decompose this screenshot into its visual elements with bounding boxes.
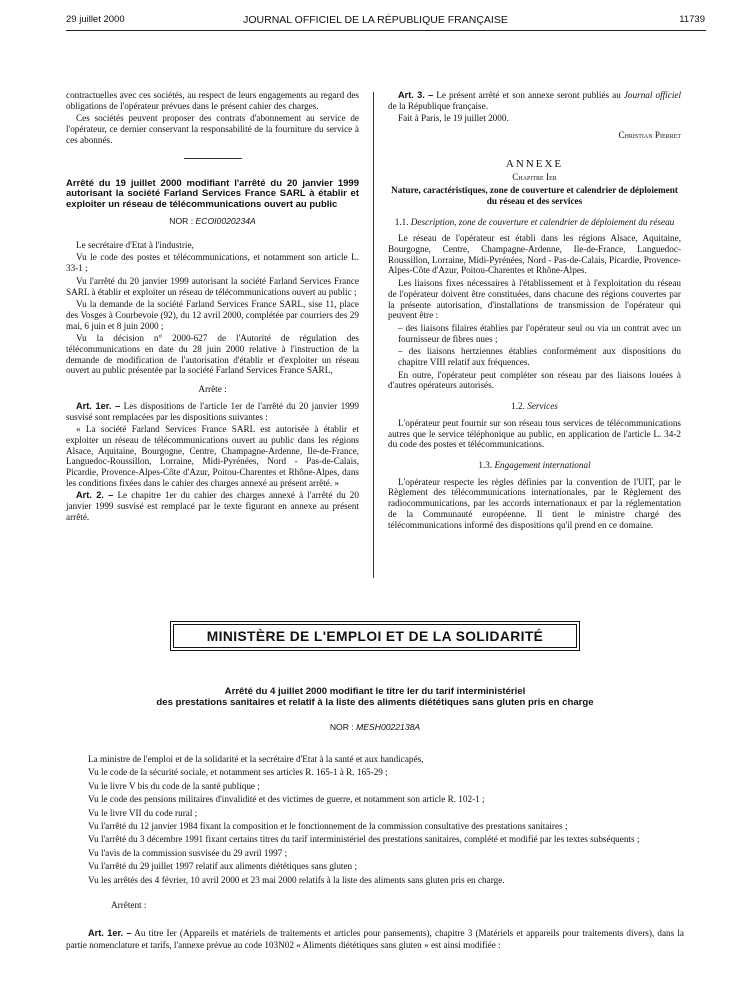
article-text: Le présent arrêté et son annexe seront publiés au	[433, 90, 624, 100]
annexe-heading: ANNEXE	[505, 157, 564, 170]
paragraph: L'opérateur respecte les règles définies par la convention de l'UIT, par le Règlement des télécommunications internationales, par le Règlement des radiocommunications, par les accords internationaux et par la réglementation de la Communauté européenne. Il tient le ministre chargé des télécommunications informé des dispositions qu'il prend en ce domaine.	[388, 476, 681, 530]
section-separator	[184, 158, 242, 159]
preamble-line: Vu la décision n° 2000-627 de l'Autorité de régulation des télécommunications en date du 28 juin 2000 relative à l'instruction de la demande de modification de l'autorisation d'établir et d'exploiter un réseau ouvert au public présentée par la société Farland Services France SARL,	[66, 333, 359, 376]
second-arrete-title	[66, 686, 684, 708]
arretent-word: Arrêtent :	[111, 900, 147, 911]
preamble-line: Vu l'arrêté du 20 janvier 1999 autorisant la société Farland Services France SARL à établir et exploiter un réseau de télécommunications ouvert au public ;	[66, 275, 359, 297]
header-page-number: 11739	[679, 14, 705, 25]
intro-paragraph: Ces sociétés peuvent proposer des contrats d'abonnement au service de l'opérateur, ce dernier conservant la responsabilité de la fourniture du service à ces abonnés.	[66, 113, 359, 145]
preamble-line: Vu la demande de la société Farland Services France SARL, sise 11, place des Vosges à Courbevoie (92), du 12 avril 2000, complétée par courriers des 29 mai, 6 juin et 8 juin 2000 ;	[66, 299, 359, 331]
header-rule	[66, 30, 706, 31]
section-number: 1.2.	[511, 401, 525, 412]
preamble-line: Vu le livre V bis du code de la santé publique ;	[88, 780, 260, 791]
title-line: Arrêté du 4 juillet 2000 modifiant le titre Ier du tarif interministériel	[224, 686, 526, 697]
preamble-line: Vu l'arrêté du 12 janvier 1984 fixant la composition et le fonctionnement de la commission consultative des prestations sanitaires ;	[88, 820, 568, 831]
ministry-heading: MINISTÈRE DE L'EMPLOI ET DE LA SOLIDARITÉ	[173, 624, 577, 648]
section-title-text: Engagement international	[494, 459, 591, 470]
list-item: – des liaisons filaires établies par l'opérateur seul ou via un contrat avec un fournisseur de fibres nues ;	[398, 322, 681, 344]
paragraph: En outre, l'opérateur peut compléter son réseau par des liaisons louées à d'autres opérateurs autorisés.	[388, 369, 681, 391]
article-text: Au titre Ier (Appareils et matériels de traitements et articles pour pansements), chapitre 3 (Matériels et appareils pour traitements divers), dans la partie nomenclature et tarifs, l'annexe prévue au code 103N02 « Aliments diététiques sans gluten » est ainsi modifiée :	[66, 927, 684, 951]
intro-paragraph: contractuelles avec ces sociétés, au respect de leurs engagements au regard des obligations de l'opérateur prévues dans le présent cahier des charges.	[66, 90, 359, 111]
list-item: – des liaisons hertziennes établies conformément aux dispositions du chapitre VIII relatif aux fréquences.	[398, 346, 681, 368]
preamble-line: Vu le code de la sécurité sociale, et notamment ses articles R. 165-1 à R. 165-29 ;	[88, 767, 388, 778]
right-column	[388, 90, 681, 532]
done-at: Fait à Paris, le 19 juillet 2000.	[398, 113, 509, 124]
section-number: 1.3.	[478, 459, 493, 470]
preamble-line: Vu le livre VII du code rural ;	[88, 807, 198, 818]
section-1-1-title	[388, 217, 681, 228]
nor-label: NOR :	[169, 216, 194, 227]
preamble-line: Vu le code des postes et télécommunications, et notamment son article L. 33-1 ;	[66, 252, 359, 274]
header-date: 29 juillet 2000	[66, 14, 125, 25]
arrete-title: Arrêté du 19 juillet 2000 modifiant l'arrêté du 20 janvier 1999 autorisant la société Farland Services France SARL à établir et exploiter un réseau de télécommunications ouvert au public	[66, 177, 359, 210]
paragraph: L'opérateur peut fournir sur son réseau tous services de télécommunications autres que le service téléphonique au public, en application de l'article L. 34-2 du code des postes et télécommunications.	[388, 417, 681, 450]
left-column	[66, 90, 359, 525]
article-text: Les dispositions de l'article 1er de l'arrêté du 20 janvier 1999 susvisé sont remplacées par les dispositions suivantes :	[66, 400, 359, 422]
article-label: Art. 1er. –	[88, 927, 132, 938]
article-text: de la République française.	[388, 100, 488, 111]
nor-reference	[66, 722, 684, 732]
section-1-2-title	[388, 401, 681, 412]
preamble-line: Vu l'arrêté du 3 décembre 1991 fixant certains titres du tarif interministériel des prestations sanitaires, complété et modifié par les textes subséquents ;	[88, 834, 640, 845]
preamble-line: Vu l'arrêté du 29 juillet 1997 relatif aux aliments diététiques sans gluten ;	[88, 861, 358, 872]
paragraph: Les liaisons fixes nécessaires à l'établissement et à l'exploitation du réseau de l'opérateur doivent être constituées, dans chacune des régions couvertes par la présente autorisation, d'installations de transmission de l'opérateur qui peuvent être :	[388, 278, 681, 321]
nor-code: MESH0022138A	[356, 722, 421, 732]
nor-code: ECOI0020234A	[195, 216, 256, 227]
article-1-quote: « La société Farland Services France SARL est autorisée à établir et exploiter un réseau de télécommunications ouvert au public dans les régions Alsace, Aquitaine, Bourgogne, Centre, Champagne-Ardenne, Ile-de-France, Languedoc-Roussillon, Lorraine, Midi-Pyrénées, Nord - Pas-de-Calais, Picardie, Provence-Alpes-Côte d'Azur, Poitou-Charentes et Rhône-Alpes, dans les conditions fixées dans le cahier des charges annexé au présent arrêté. »	[66, 424, 359, 488]
preamble-line: Vu le code des pensions militaires d'invalidité et des victimes de guerre, et notamment son article R. 102-1 ;	[88, 794, 485, 805]
article-1	[66, 401, 359, 422]
column-divider	[373, 92, 374, 578]
header-journal-title: JOURNAL OFFICIEL DE LA RÉPUBLIQUE FRANÇAISE	[243, 14, 508, 26]
section-number: 1.1.	[394, 216, 409, 227]
signature: Christian Pierret	[618, 130, 681, 141]
nor-label: NOR :	[329, 722, 354, 732]
article-label: Art. 1er. –	[76, 400, 121, 411]
preamble-line: La ministre de l'emploi et de la solidarité et la secrétaire d'Etat à la santé et aux handicapés,	[88, 754, 424, 764]
section-1-3-title	[388, 460, 681, 471]
section-title-text: Description, zone de couverture et calendrier de déploiement du réseau	[410, 216, 675, 227]
preamble-line: Vu les arrêtés des 4 février, 10 avril 2000 et 23 mai 2000 relatifs à la liste des aliments sans gluten pris en charge.	[88, 874, 505, 885]
second-arrete-body	[66, 753, 684, 953]
preamble-line: Vu l'avis de la commission susvisée du 29 avril 1997 ;	[88, 847, 288, 858]
nor-reference	[66, 216, 359, 227]
title-line: des prestations sanitaires et relatif à la liste des aliments diététiques sans gluten pris en charge	[156, 697, 594, 708]
paragraph: Le réseau de l'opérateur est établi dans les régions Alsace, Aquitaine, Bourgogne, Centre, Champagne-Ardenne, Ile-de-France, Languedoc-Roussillon, Lorraine, Midi-Pyrénées, Nord - Pas-de-Calais, Picardie, Provence-Alpes-Côte d'Azur, Poitou-Charentes et Rhône-Alpes.	[388, 233, 681, 276]
section-title-text: Services	[527, 401, 558, 412]
article-label: Art. 3. –	[398, 90, 434, 100]
chapter-heading: Chapitre Ier	[512, 171, 557, 182]
article-2	[66, 490, 359, 522]
article-label: Art. 2. –	[76, 490, 114, 501]
chapter-title: Nature, caractéristiques, zone de couverture et calendrier de déploiement du réseau et des services	[391, 185, 678, 206]
journal-name: Journal officiel	[623, 90, 681, 100]
article-1	[66, 927, 684, 952]
article-3	[388, 90, 681, 111]
arrete-word: Arrête :	[198, 384, 227, 395]
article-text: Le chapitre 1er du cahier des charges annexé à l'arrêté du 20 janvier 1999 susvisé est remplacé par le texte figurant en annexe au présent arrêté.	[66, 490, 359, 522]
preamble-line: Le secrétaire d'Etat à l'industrie,	[76, 239, 194, 250]
